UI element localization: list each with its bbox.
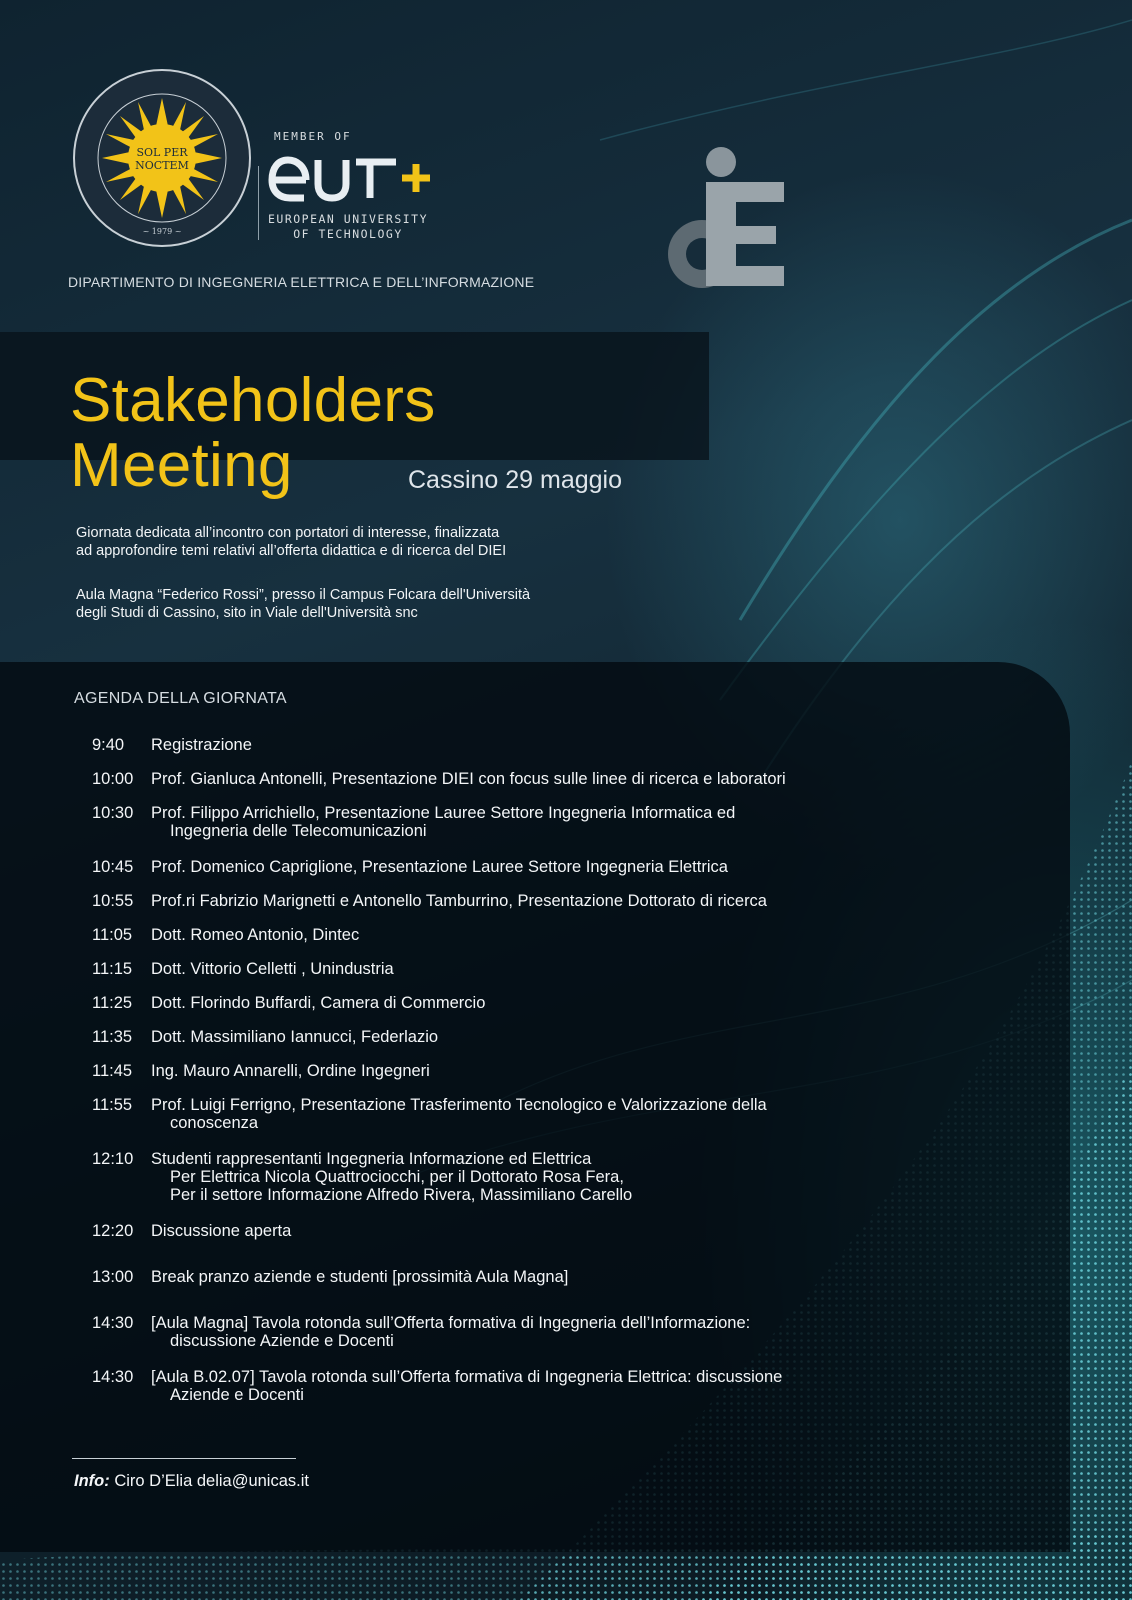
agenda-item-line: Prof. Gianluca Antonelli, Presentazione DIEI con focus sulle linee di ricerca e laboratori	[151, 770, 786, 788]
event-description	[76, 524, 636, 560]
agenda-item-text	[151, 1062, 871, 1080]
agenda-item-line: Dott. Massimiliano Iannucci, Federlazio	[151, 1028, 439, 1046]
agenda-item-line: Prof. Luigi Ferrigno, Presentazione Trasferimento Tecnologico e Valorizzazione della	[151, 1096, 767, 1114]
agenda-item-time: 11:35	[92, 1028, 133, 1046]
event-venue	[76, 586, 636, 622]
agenda-item-continuation: conoscenza	[170, 1114, 259, 1132]
seal-motto-line1: SOL PER	[136, 146, 188, 159]
agenda-item-time: 11:25	[92, 994, 133, 1012]
event-title-line1: Stakeholders	[70, 366, 436, 435]
agenda-item-line: Prof.ri Fabrizio Marignetti e Antonello Tamburrino, Presentazione Dottorato di ricerca	[151, 892, 767, 910]
agenda-item-time: 13:00	[92, 1268, 134, 1286]
agenda-item-time: 14:30	[92, 1368, 134, 1386]
agenda-item-line: Studenti rappresentanti Ingegneria Informazione ed Elettrica	[151, 1150, 592, 1168]
agenda-item-time: 12:10	[92, 1150, 134, 1168]
agenda-item-line: Dott. Florindo Buffardi, Camera di Commercio	[151, 994, 486, 1012]
eut-member-block	[266, 126, 456, 246]
logo-divider	[258, 166, 259, 240]
info-label: Info:	[74, 1472, 110, 1490]
agenda-item-line: [Aula B.02.07] Tavola rotonda sull’Offerta formativa di Ingegneria Elettrica: discussione	[151, 1368, 783, 1386]
agenda-item-time: 14:30	[92, 1314, 134, 1332]
agenda-item-text	[151, 892, 871, 910]
eut-plus-logo	[266, 148, 446, 208]
info-divider	[72, 1458, 296, 1459]
eut-name-line1: EUROPEAN UNIVERSITY	[267, 212, 429, 226]
agenda-item-time: 9:40	[92, 736, 125, 754]
agenda-item-text	[151, 1368, 871, 1404]
info-contact-text: Ciro D’Elia delia@unicas.it	[114, 1472, 309, 1490]
university-seal-logo	[72, 68, 252, 248]
agenda-item-text	[151, 858, 871, 876]
agenda-item-time: 11:05	[92, 926, 133, 944]
agenda-item-line: [Aula Magna] Tavola rotonda sull’Offerta formativa di Ingegneria dell’Informazione:	[151, 1314, 751, 1332]
agenda-item-text	[151, 804, 871, 840]
eut-name-line2: OF TECHNOLOGY	[293, 227, 403, 241]
agenda-item-continuation: Per Elettrica Nicola Quattrociocchi, per il Dottorato Rosa Fera,	[170, 1168, 624, 1186]
info-contact	[74, 1472, 309, 1491]
agenda-item-time: 11:55	[92, 1096, 133, 1114]
event-date: Cassino 29 maggio	[408, 466, 623, 494]
agenda-item-text	[151, 1314, 871, 1350]
department-name: DIPARTIMENTO DI INGEGNERIA ELETTRICA E DELL’INFORMAZIONE	[68, 274, 535, 290]
agenda-item-text	[151, 1268, 871, 1286]
agenda-item-time: 10:00	[92, 770, 134, 788]
seal-year: ~ 1979 ~	[142, 227, 182, 236]
agenda-item-continuation: Ingegneria delle Telecomunicazioni	[170, 822, 427, 840]
event-title-line2: Meeting	[70, 431, 293, 500]
agenda-item-text	[151, 1096, 871, 1132]
agenda-item-text	[151, 1150, 871, 1204]
description-line2: ad approfondire temi relativi all’offerta didattica e di ricerca del DIEI	[76, 543, 507, 559]
die-department-logo	[658, 146, 788, 296]
agenda-item-text	[151, 994, 871, 1012]
description-line1: Giornata dedicata all’incontro con portatori di interesse, finalizzata	[76, 525, 500, 541]
agenda-item-continuation: Per il settore Informazione Alfredo Rivera, Massimiliano Carello	[170, 1186, 633, 1204]
venue-line1: Aula Magna “Federico Rossi”, presso il Campus Folcara dell'Università	[76, 587, 531, 603]
agenda-item-line: Dott. Vittorio Celletti , Unindustria	[151, 960, 394, 978]
agenda-item-line: Ing. Mauro Annarelli, Ordine Ingegneri	[151, 1062, 430, 1080]
agenda-item-line: Prof. Domenico Capriglione, Presentazione Lauree Settore Ingegneria Elettrica	[151, 858, 728, 876]
agenda-item-time: 11:15	[92, 960, 133, 978]
agenda-item-line: Discussione aperta	[151, 1222, 292, 1240]
eut-full-name	[266, 212, 430, 242]
agenda-item-text	[151, 1028, 871, 1046]
agenda-item-continuation: Aziende e Docenti	[170, 1386, 304, 1404]
agenda-item-time: 11:45	[92, 1062, 133, 1080]
agenda-item-time: 10:55	[92, 892, 134, 910]
seal-motto-line2: NOCTEM	[135, 159, 189, 172]
agenda-item-continuation: discussione Aziende e Docenti	[170, 1332, 394, 1350]
agenda-item-line: Break pranzo aziende e studenti [prossimità Aula Magna]	[151, 1268, 569, 1286]
member-of-label: MEMBER OF	[274, 130, 352, 143]
agenda-item-text	[151, 736, 871, 754]
agenda-item-line: Prof. Filippo Arrichiello, Presentazione Lauree Settore Ingegneria Informatica ed	[151, 804, 736, 822]
agenda-heading: AGENDA DELLA GIORNATA	[74, 690, 287, 707]
agenda-item-time: 12:20	[92, 1222, 134, 1240]
agenda-item-time: 10:30	[92, 804, 134, 822]
agenda-item-text	[151, 960, 871, 978]
agenda-item-line: Registrazione	[151, 736, 252, 754]
agenda-item-text	[151, 1222, 871, 1240]
event-title	[70, 368, 436, 498]
agenda-item-text	[151, 926, 871, 944]
venue-line2: degli Studi di Cassino, sito in Viale dell'Università snc	[76, 605, 418, 621]
agenda-item-line: Dott. Romeo Antonio, Dintec	[151, 926, 360, 944]
agenda-item-time: 10:45	[92, 858, 134, 876]
agenda-item-text	[151, 770, 871, 788]
